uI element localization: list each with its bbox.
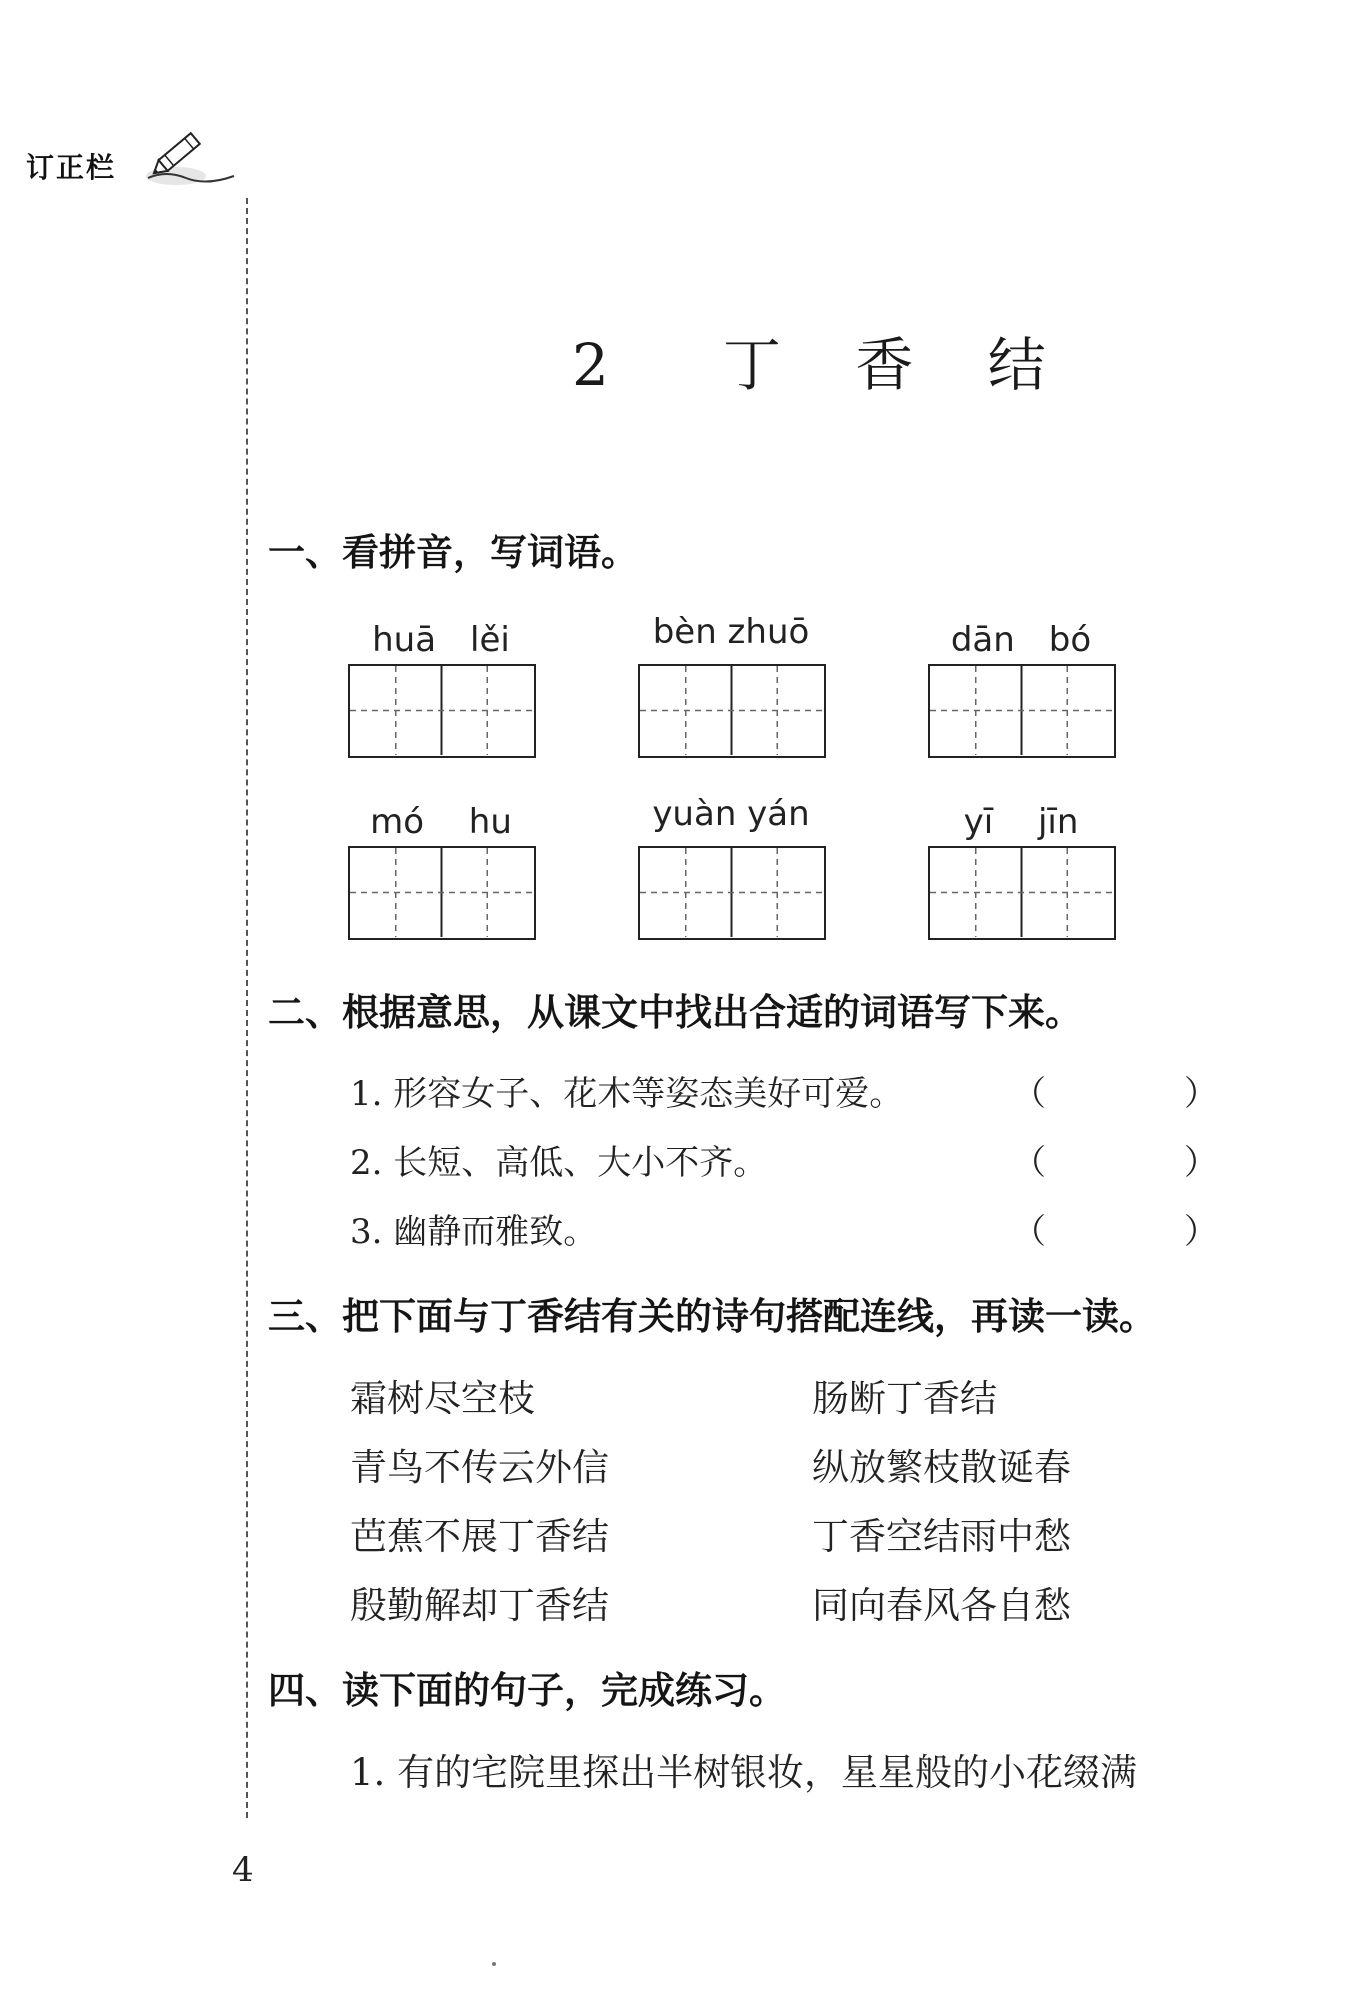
- poem-line-left[interactable]: 霜树尽空枝: [350, 1377, 535, 1420]
- poem-line-right[interactable]: 肠断丁香结: [812, 1377, 997, 1420]
- section-4-heading: 四、读下面的句子，完成练习。: [268, 1669, 786, 1712]
- writing-grid[interactable]: [348, 664, 536, 758]
- poem-line-right[interactable]: 纵放繁枝散诞春: [812, 1446, 1071, 1489]
- answer-open-paren: （: [1012, 1074, 1046, 1114]
- reading-sentence: 1. 有的宅院里探出半树银妆，星星般的小花缀满: [350, 1751, 1138, 1794]
- pinyin-label: yī jīn: [963, 802, 1079, 842]
- pencil-icon: [146, 126, 236, 196]
- poem-line-left[interactable]: 青鸟不传云外信: [350, 1446, 609, 1489]
- writing-grid[interactable]: [348, 846, 536, 940]
- pinyin-label: huā lěi: [372, 620, 510, 660]
- poem-line-left[interactable]: 殷勤解却丁香结: [350, 1584, 609, 1627]
- poem-line-right[interactable]: 同向春风各自愁: [812, 1584, 1071, 1627]
- writing-grid[interactable]: [928, 664, 1116, 758]
- section-2-heading: 二、根据意思，从课文中找出合适的词语写下来。: [268, 991, 1082, 1034]
- page-number: 4: [232, 1850, 254, 1890]
- answer-close-paren: ）: [1184, 1143, 1218, 1183]
- pinyin-label: dān bó: [950, 620, 1092, 660]
- section-1-heading: 一、看拼音，写词语。: [268, 531, 638, 574]
- lesson-title: 2 丁 香 结: [572, 331, 1074, 399]
- definition-item: 1. 形容女子、花木等姿态美好可爱。: [350, 1074, 904, 1114]
- answer-open-paren: （: [1012, 1212, 1046, 1252]
- pinyin-label: yuàn yán: [652, 794, 810, 834]
- poem-line-left[interactable]: 芭蕉不展丁香结: [350, 1515, 609, 1558]
- poem-line-right[interactable]: 丁香空结雨中愁: [812, 1515, 1071, 1558]
- definition-item: 3. 幽静而雅致。: [350, 1212, 598, 1252]
- definition-item: 2. 长短、高低、大小不齐。: [350, 1143, 768, 1183]
- answer-open-paren: （: [1012, 1143, 1046, 1183]
- scan-speck: [492, 1962, 496, 1966]
- sidebar-divider: [246, 198, 248, 1818]
- writing-grid[interactable]: [928, 846, 1116, 940]
- answer-close-paren: ）: [1184, 1212, 1218, 1252]
- writing-grid[interactable]: [638, 846, 826, 940]
- correction-column-label: 订正栏: [26, 151, 117, 184]
- answer-close-paren: ）: [1184, 1074, 1218, 1114]
- writing-grid[interactable]: [638, 664, 826, 758]
- pinyin-label: mó hu: [370, 802, 512, 842]
- section-3-heading: 三、把下面与丁香结有关的诗句搭配连线，再读一读。: [268, 1295, 1156, 1338]
- pinyin-label: bèn zhuō: [652, 612, 810, 652]
